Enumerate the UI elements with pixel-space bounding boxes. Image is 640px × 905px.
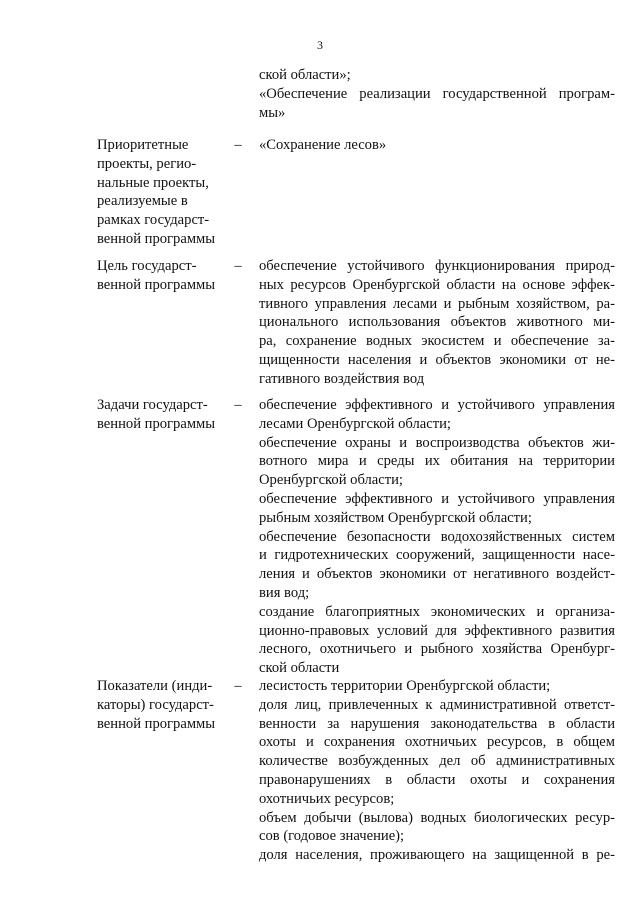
text-line: «Обеспечение реализации государственной програм- bbox=[259, 85, 615, 102]
label-line: венной программы bbox=[97, 715, 216, 732]
text-line: обеспечение эффективного и устойчивого управления bbox=[259, 397, 615, 413]
dash-separator: – bbox=[234, 678, 242, 694]
label-line: Цель государст- bbox=[97, 258, 197, 274]
text-line: тивного управления лесами и рыбным хозяйством, ра- bbox=[259, 295, 615, 312]
section-label bbox=[97, 136, 227, 249]
text-line: обеспечение устойчивого функционирования природ- bbox=[259, 258, 615, 274]
text-line: охотничьих ресурсов; bbox=[259, 790, 395, 807]
dash-separator: – bbox=[234, 397, 242, 413]
text-line: вотного мира и среды их обитания на территории bbox=[259, 453, 615, 470]
text-line: правонарушениях в области охоты и сохранения bbox=[259, 771, 615, 788]
label-line: рамках государст- bbox=[97, 212, 210, 229]
text-line: мы» bbox=[259, 104, 286, 121]
text-line: ской области bbox=[259, 660, 340, 677]
text-line: доля населения, проживающего на защищенной в ре- bbox=[259, 847, 615, 864]
label-line: нальные проекты, bbox=[97, 174, 209, 191]
label-line: Приоритетные bbox=[97, 137, 189, 153]
label-line: проекты, регио- bbox=[97, 155, 197, 172]
dash-separator: – bbox=[234, 137, 242, 153]
text-line: объем добычи (вылова) водных биологических ресур- bbox=[259, 809, 615, 826]
label-line: Показатели (инди- bbox=[97, 678, 213, 694]
continuation-text bbox=[259, 66, 615, 122]
section-value bbox=[259, 136, 615, 155]
text-line: обеспечение эффективного и устойчивого управления bbox=[259, 490, 615, 507]
text-line: Оренбургской области; bbox=[259, 472, 403, 489]
text-line: количестве возбужденных дел об административных bbox=[259, 753, 615, 770]
text-line: лесами Оренбургской области; bbox=[259, 415, 451, 432]
text-line: обеспечение безопасности водохозяйственных систем bbox=[259, 528, 615, 545]
text-line: вия вод; bbox=[259, 584, 310, 601]
label-line: реализуемые в bbox=[97, 193, 188, 210]
text-line: сов (годовое значение); bbox=[259, 828, 405, 845]
text-line: щищенности населения и объектов экономики от не- bbox=[259, 351, 615, 368]
text-line: ра, сохранение водных экосистем и обеспечение за- bbox=[259, 333, 615, 350]
label-line: Задачи государст- bbox=[97, 397, 208, 413]
text-line: и гидротехнических сооружений, защищенности насе- bbox=[259, 547, 615, 564]
section-label bbox=[97, 257, 227, 295]
text-line: доля лиц, привлеченных к административной ответст- bbox=[259, 696, 615, 713]
text-line: ления и объектов экономики от негативного воздейст- bbox=[259, 566, 615, 583]
label-line: венной программы bbox=[97, 276, 216, 293]
text-line: венности за нарушения законодательства в области bbox=[259, 715, 615, 732]
text-line: создание благоприятных экономических и организа- bbox=[259, 603, 615, 620]
label-line: каторы) государст- bbox=[97, 696, 214, 713]
text-line: охоты и сохранения охотничьих ресурсов, в общем bbox=[259, 734, 615, 751]
text-line: рыбным хозяйством Оренбургской области; bbox=[259, 509, 532, 526]
text-line: ской области»; bbox=[259, 67, 351, 83]
section-value bbox=[259, 396, 615, 678]
label-line: венной программы bbox=[97, 230, 216, 247]
text-line: ционального использования объектов животного ми- bbox=[259, 314, 615, 331]
text-line: ных ресурсов Оренбургской области на основе эффек- bbox=[259, 276, 615, 293]
text-line: ционно-правовых условий для эффективного развития bbox=[259, 622, 615, 639]
dash-separator: – bbox=[234, 258, 242, 274]
text-line: гативного воздействия вод bbox=[259, 370, 425, 387]
section-value bbox=[259, 677, 615, 865]
label-line: венной программы bbox=[97, 415, 216, 432]
text-line: лесного, охотничьего и рыбного хозяйства Оренбург- bbox=[259, 641, 615, 658]
section-value bbox=[259, 257, 615, 389]
text-line: «Сохранение лесов» bbox=[259, 137, 387, 153]
page-number: 3 bbox=[317, 38, 323, 52]
text-line: лесистость территории Оренбургской области; bbox=[259, 678, 551, 694]
text-line: обеспечение охраны и воспроизводства объектов жи- bbox=[259, 434, 615, 451]
section-label bbox=[97, 677, 227, 733]
section-label bbox=[97, 396, 227, 434]
